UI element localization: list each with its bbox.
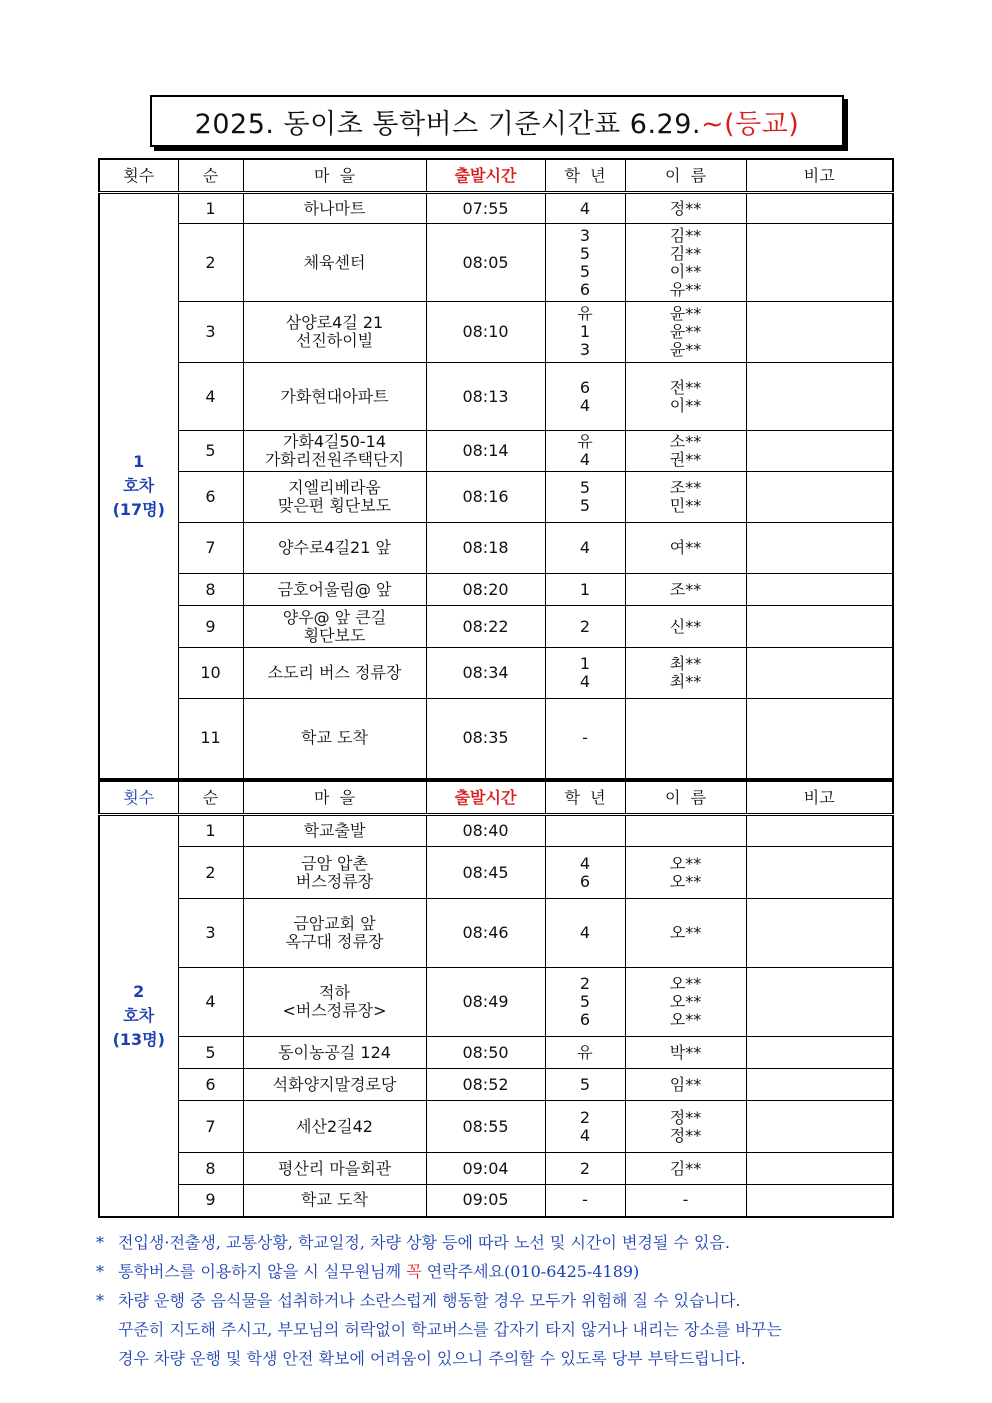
cell-seq: 9: [178, 1185, 243, 1217]
cell-grade: 3 5 5 6: [545, 224, 625, 302]
cell-seq: 7: [178, 523, 243, 574]
cell-grade: 4: [545, 523, 625, 574]
table-row: [99, 1037, 893, 1069]
table-row: [99, 431, 893, 472]
cell-note: [746, 431, 893, 472]
title-main: 2025. 동이초 통학버스 기준시간표 6.29.: [194, 108, 701, 140]
table-row: [99, 606, 893, 648]
notice-line-1: [96, 1228, 916, 1257]
table-row: [99, 302, 893, 363]
cell-grade: 6 4: [545, 363, 625, 431]
cell-seq: 4: [178, 968, 243, 1037]
schedule-table-bus-1: [98, 158, 894, 780]
cell-time: 08:10: [426, 302, 545, 363]
cell-village: 학교 도착: [243, 1185, 426, 1217]
cell-note: [746, 699, 893, 779]
cell-seq: 4: [178, 363, 243, 431]
cell-name: 전** 이**: [625, 363, 746, 431]
cell-note: [746, 574, 893, 606]
cell-time: 08:55: [426, 1101, 545, 1153]
bullet-mark: *: [96, 1262, 104, 1281]
cell-grade: [545, 815, 625, 847]
cell-village: 학교 도착: [243, 699, 426, 779]
table-row: [99, 472, 893, 523]
table-row: [99, 193, 893, 224]
cell-village: 가화4길50-14 가화리전원주택단지: [243, 431, 426, 472]
table-row: [99, 574, 893, 606]
cell-note: [746, 363, 893, 431]
notice-text: 전입생·전출생, 교통상황, 학교일정, 차량 상황 등에 따라 노선 및 시간이 변경될 수 있음.: [118, 1233, 730, 1252]
header-village: 마 을: [243, 159, 426, 193]
cell-time: 08:49: [426, 968, 545, 1037]
bus-group-label: 2 호차 (13명): [99, 815, 178, 1217]
cell-seq: 3: [178, 302, 243, 363]
cell-seq: 8: [178, 574, 243, 606]
cell-village: 금암교회 앞 옥구대 정류장: [243, 899, 426, 968]
cell-note: [746, 302, 893, 363]
cell-note: [746, 606, 893, 648]
cell-grade: 유 1 3: [545, 302, 625, 363]
cell-name: 김**: [625, 1153, 746, 1185]
cell-village: 평산리 마을회관: [243, 1153, 426, 1185]
cell-name: 박**: [625, 1037, 746, 1069]
table-row: [99, 648, 893, 699]
cell-time: 08:22: [426, 606, 545, 648]
cell-seq: 6: [178, 1069, 243, 1101]
header-note: 비고: [746, 159, 893, 193]
cell-name: 윤** 윤** 윤**: [625, 302, 746, 363]
cell-seq: 2: [178, 847, 243, 899]
cell-grade: 2 5 6: [545, 968, 625, 1037]
table-row: [99, 224, 893, 302]
table-header-row: [99, 781, 893, 815]
notice-emphasis: 꼭: [406, 1262, 422, 1281]
cell-name: 임**: [625, 1069, 746, 1101]
cell-village: 지엘리베라움 맞은편 횡단보도: [243, 472, 426, 523]
cell-grade: 5: [545, 1069, 625, 1101]
cell-grade: -: [545, 699, 625, 779]
cell-note: [746, 899, 893, 968]
table-row: [99, 699, 893, 779]
cell-seq: 8: [178, 1153, 243, 1185]
cell-seq: 5: [178, 1037, 243, 1069]
cell-village: 금호어울림@ 앞: [243, 574, 426, 606]
cell-name: -: [625, 1185, 746, 1217]
header-grade: 학 년: [545, 781, 625, 815]
cell-seq: 7: [178, 1101, 243, 1153]
cell-note: [746, 224, 893, 302]
bus-group-label: 1 호차 (17명): [99, 193, 178, 779]
cell-time: 08:16: [426, 472, 545, 523]
header-note: 비고: [746, 781, 893, 815]
cell-grade: 유 4: [545, 431, 625, 472]
cell-time: 08:52: [426, 1069, 545, 1101]
table-row: [99, 523, 893, 574]
cell-note: [746, 472, 893, 523]
title-suffix: ~(등교): [700, 108, 800, 140]
cell-note: [746, 648, 893, 699]
cell-note: [746, 1153, 893, 1185]
cell-village: 가화현대아파트: [243, 363, 426, 431]
cell-note: [746, 815, 893, 847]
cell-village: 금암 압촌 버스정류장: [243, 847, 426, 899]
cell-name: [625, 699, 746, 779]
cell-name: 오** 오**: [625, 847, 746, 899]
header-departure-time: 출발시간: [426, 781, 545, 815]
notice-line-5: 경우 차량 운행 및 학생 안전 확보에 어려움이 있으니 주의할 수 있도록 당부 부탁드립니다.: [118, 1349, 746, 1368]
cell-note: [746, 1069, 893, 1101]
header-grade: 학 년: [545, 159, 625, 193]
cell-grade: 5 5: [545, 472, 625, 523]
notice-section: [96, 1228, 916, 1373]
table-row: [99, 363, 893, 431]
cell-note: [746, 1185, 893, 1217]
notice-line-3: [96, 1286, 916, 1315]
cell-village: 소도리 버스 정류장: [243, 648, 426, 699]
cell-time: 08:40: [426, 815, 545, 847]
cell-village: 적하 <버스정류장>: [243, 968, 426, 1037]
cell-time: 08:05: [426, 224, 545, 302]
cell-village: 석화양지말경로당: [243, 1069, 426, 1101]
cell-grade: 2 4: [545, 1101, 625, 1153]
cell-grade: 4: [545, 193, 625, 224]
header-name: 이 름: [625, 159, 746, 193]
cell-time: 08:20: [426, 574, 545, 606]
notice-text: 통학버스를 이용하지 않을 시 실무원님께: [118, 1262, 407, 1281]
cell-name: 정** 정**: [625, 1101, 746, 1153]
bullet-mark: *: [96, 1291, 104, 1310]
cell-seq: 10: [178, 648, 243, 699]
table-header-row: [99, 159, 893, 193]
table-row: [99, 1185, 893, 1217]
cell-village: 세산2길42: [243, 1101, 426, 1153]
schedule-table-bus-2: [98, 780, 894, 1218]
cell-time: 07:55: [426, 193, 545, 224]
cell-note: [746, 523, 893, 574]
cell-time: 08:34: [426, 648, 545, 699]
cell-name: 김** 김** 이** 유**: [625, 224, 746, 302]
cell-time: 09:05: [426, 1185, 545, 1217]
cell-name: 신**: [625, 606, 746, 648]
cell-village: 양우@ 앞 큰길 횡단보도: [243, 606, 426, 648]
header-name: 이 름: [625, 781, 746, 815]
cell-seq: 11: [178, 699, 243, 779]
cell-grade: 1 4: [545, 648, 625, 699]
notice-line-4: 꾸준히 지도해 주시고, 부모님의 허락없이 학교버스를 갑자기 타지 않거나 내리는 장소를 바꾸는: [118, 1320, 782, 1339]
cell-grade: 4: [545, 899, 625, 968]
cell-grade: -: [545, 1185, 625, 1217]
table-row: [99, 1153, 893, 1185]
cell-seq: 6: [178, 472, 243, 523]
cell-time: 08:14: [426, 431, 545, 472]
table-row: [99, 847, 893, 899]
cell-seq: 9: [178, 606, 243, 648]
cell-grade: 1: [545, 574, 625, 606]
header-seq: 순: [178, 159, 243, 193]
cell-time: 08:35: [426, 699, 545, 779]
cell-note: [746, 1037, 893, 1069]
cell-time: 08:50: [426, 1037, 545, 1069]
cell-name: 오** 오** 오**: [625, 968, 746, 1037]
cell-grade: 4 6: [545, 847, 625, 899]
cell-seq: 3: [178, 899, 243, 968]
cell-village: 양수로4길21 앞: [243, 523, 426, 574]
cell-seq: 5: [178, 431, 243, 472]
cell-grade: 2: [545, 606, 625, 648]
cell-grade: 유: [545, 1037, 625, 1069]
cell-village: 삼양로4길 21 선진하이빌: [243, 302, 426, 363]
header-seq: 순: [178, 781, 243, 815]
bullet-mark: *: [96, 1233, 104, 1252]
cell-time: 08:18: [426, 523, 545, 574]
table-row: [99, 815, 893, 847]
cell-name: [625, 815, 746, 847]
table-row: [99, 1101, 893, 1153]
header-round: 횟수: [99, 159, 178, 193]
notice-text: 연락주세요(010-6425-4189): [421, 1262, 640, 1281]
cell-name: 여**: [625, 523, 746, 574]
cell-note: [746, 193, 893, 224]
cell-village: 학교출발: [243, 815, 426, 847]
header-round: 횟수: [99, 781, 178, 815]
cell-time: 09:04: [426, 1153, 545, 1185]
table-row: [99, 1069, 893, 1101]
cell-seq: 1: [178, 193, 243, 224]
cell-time: 08:46: [426, 899, 545, 968]
cell-village: 동이농공길 124: [243, 1037, 426, 1069]
table-row: [99, 968, 893, 1037]
cell-name: 정**: [625, 193, 746, 224]
cell-note: [746, 968, 893, 1037]
cell-name: 오**: [625, 899, 746, 968]
page-title: [150, 95, 844, 147]
cell-note: [746, 1101, 893, 1153]
cell-name: 소** 권**: [625, 431, 746, 472]
cell-seq: 2: [178, 224, 243, 302]
cell-note: [746, 847, 893, 899]
notice-text: 차량 운행 중 음식물을 섭취하거나 소란스럽게 행동할 경우 모두가 위험해 질 수 있습니다.: [118, 1291, 741, 1310]
table-row: [99, 899, 893, 968]
cell-name: 최** 최**: [625, 648, 746, 699]
cell-seq: 1: [178, 815, 243, 847]
cell-village: 체육센터: [243, 224, 426, 302]
header-departure-time: 출발시간: [426, 159, 545, 193]
cell-name: 조**: [625, 574, 746, 606]
notice-line-2: [96, 1257, 916, 1286]
header-village: 마 을: [243, 781, 426, 815]
cell-grade: 2: [545, 1153, 625, 1185]
cell-name: 조** 민**: [625, 472, 746, 523]
cell-time: 08:13: [426, 363, 545, 431]
cell-time: 08:45: [426, 847, 545, 899]
cell-village: 하나마트: [243, 193, 426, 224]
